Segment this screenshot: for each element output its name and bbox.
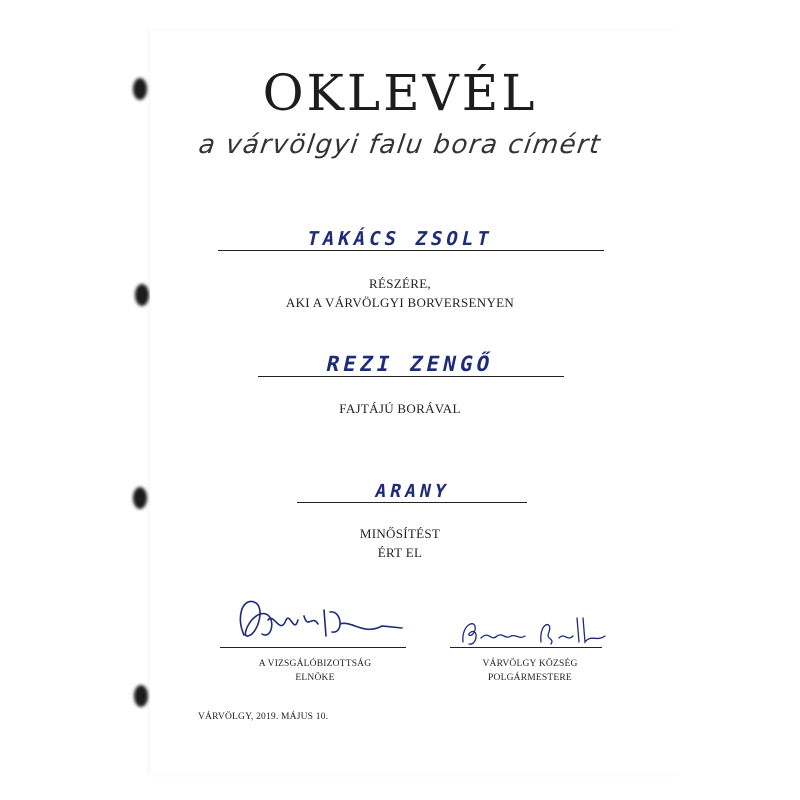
signature-left [232,590,412,650]
place-date: VÁRVÖLGY, 2019. MÁJUS 10. [198,712,329,722]
for-label: RÉSZÉRE, [369,276,431,291]
signer-right-line2: POLGÁRMESTERE [488,673,572,683]
signer-right-title [435,657,625,685]
certificate-subtitle: a várvölgyi falu bora címért [196,130,604,160]
rating-value: ARANY [373,481,452,502]
recipient-name: TAKÁCS ZSOLT [305,228,495,250]
signer-left-title [210,657,420,685]
certificate-title: OKLEVÉL [262,64,538,122]
wine-line [258,376,564,377]
wine-type-label: FAJTÁJÚ BORÁVAL [339,401,461,416]
signer-left-line2: ELNÖKE [295,673,335,683]
signature-line-left [220,647,406,648]
signature-line-right [450,647,602,648]
competition-label: AKI A VÁRVÖLGYI BORVERSENYEN [285,295,515,310]
signer-right-line1: VÁRVÖLGY KÖZSÉG [482,659,578,669]
achieved-label: ÉRT EL [377,545,423,560]
signer-left-line1: A VIZSGÁLÓBIZOTTSÁG [258,659,372,669]
punch-hole [134,685,148,707]
recipient-line [218,250,604,251]
signature-right [455,612,615,652]
rating-line [297,502,527,503]
punch-hole [133,487,147,509]
rating-label: MINŐSÍTÉST [359,526,441,541]
wine-name: REZI ZENGŐ [324,352,496,376]
